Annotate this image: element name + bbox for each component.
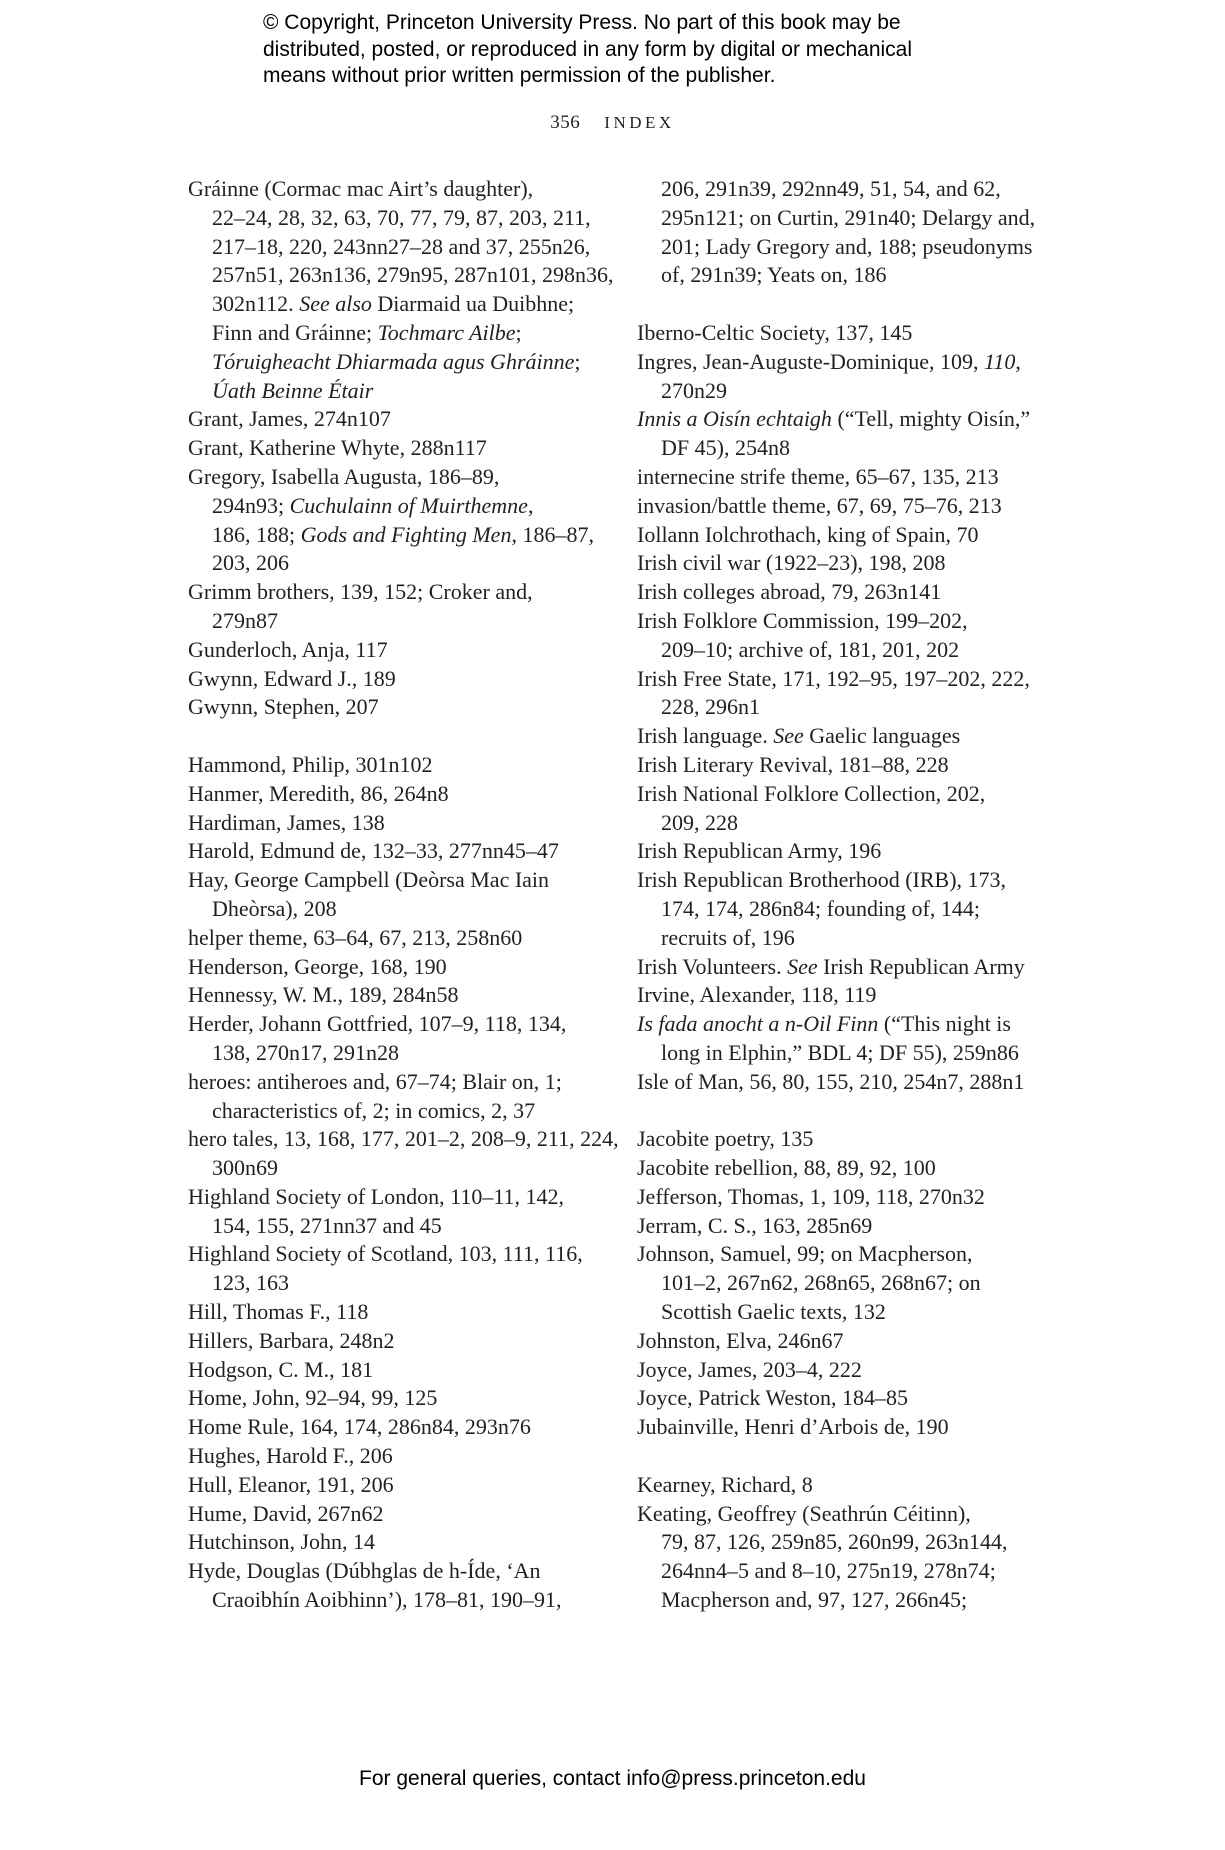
index-entry [637, 405, 1067, 463]
index-entry-line: Jerram, C. S., 163, 285n69 [637, 1212, 873, 1238]
index-entry [188, 175, 614, 405]
index-entry [637, 1500, 1067, 1615]
index-entry-line: Jefferson, Thomas, 1, 109, 118, 270n32 [637, 1183, 985, 1209]
index-entry-line: invasion/battle theme, 67, 69, 75–76, 213 [637, 492, 1002, 518]
index-entry [637, 578, 1067, 607]
index-entry-line: Irish language. See Gaelic languages [637, 723, 961, 749]
index-entry-line: 295n121; on Curtin, 291n40; Delargy and, [661, 204, 1036, 230]
index-entry [188, 1183, 608, 1241]
index-entry-line: Hutchinson, John, 14 [188, 1529, 375, 1555]
index-entry-line: 228, 296n1 [661, 694, 760, 720]
index-entry [637, 1183, 1067, 1212]
index-entry-line: long in Elphin,” BDL 4; DF 55), 259n86 [661, 1039, 1019, 1065]
index-entry-line: 186, 188; Gods and Fighting Men, 186–87, [212, 521, 594, 547]
index-entry-line: Jacobite poetry, 135 [637, 1126, 814, 1152]
index-entry-line: Is fada anocht a n-Oil Finn (“This night is [637, 1011, 1011, 1037]
running-head [0, 112, 1225, 134]
index-entry-line: Highland Society of London, 110–11, 142, [188, 1183, 564, 1209]
index-entry [188, 1010, 608, 1068]
index-entry [188, 1384, 608, 1413]
index-entry-line: Joyce, Patrick Weston, 184–85 [637, 1385, 908, 1411]
index-entry [188, 1240, 608, 1298]
index-entry-line: Craoibhín Aoibhinn’), 178–81, 190–91, [212, 1587, 562, 1613]
index-entry [637, 1125, 1067, 1154]
index-entry [188, 809, 608, 838]
index-entry [188, 1125, 619, 1183]
index-entry-line: 217–18, 220, 243nn27–28 and 37, 255n26, [212, 233, 591, 259]
index-entry-line: Joyce, James, 203–4, 222 [637, 1356, 862, 1382]
index-entry-line: Home, John, 92–94, 99, 125 [188, 1385, 438, 1411]
index-entry-line: Dheòrsa), 208 [212, 895, 337, 921]
letter-group-gap [637, 1442, 1067, 1471]
index-entry-continued [637, 175, 1067, 290]
index-entry-line: Gwynn, Edward J., 189 [188, 665, 396, 691]
index-entry [188, 405, 608, 434]
index-column-left [188, 175, 619, 1615]
index-entry-line: 209–10; archive of, 181, 201, 202 [661, 636, 960, 662]
index-entry [637, 780, 1067, 838]
index-entry-line: 270n29 [661, 377, 727, 403]
index-entry [188, 751, 608, 780]
index-entry-line: Innis a Oisín echtaigh (“Tell, mighty Oisín,” [637, 406, 1031, 432]
index-entry [188, 924, 608, 953]
index-entry [637, 751, 1067, 780]
footer-contact: For general queries, contact info@press.princeton.edu [359, 1767, 866, 1790]
index-entry-line: 123, 163 [212, 1270, 289, 1296]
index-entry-line: Irvine, Alexander, 118, 119 [637, 982, 877, 1008]
index-entry [637, 521, 1067, 550]
letter-group-gap [188, 722, 608, 751]
index-entry-line: recruits of, 196 [661, 924, 795, 950]
index-entry-line: Gregory, Isabella Augusta, 186–89, [188, 463, 500, 489]
index-entry [188, 1356, 608, 1385]
index-entry-line: Gwynn, Stephen, 207 [188, 694, 379, 720]
index-entry-line: 101–2, 267n62, 268n65, 268n67; on [661, 1270, 981, 1296]
index-entry-line: helper theme, 63–64, 67, 213, 258n60 [188, 924, 523, 950]
index-entry-line: Hume, David, 267n62 [188, 1500, 384, 1526]
index-entry-line: Irish Free State, 171, 192–95, 197–202, 222, [637, 665, 1030, 691]
index-entry-line: Henderson, George, 168, 190 [188, 953, 447, 979]
index-entry [637, 1356, 1067, 1385]
index-entry [637, 722, 1067, 751]
letter-group-gap [637, 290, 1067, 319]
index-entry-line: Keating, Geoffrey (Seathrún Céitinn), [637, 1500, 971, 1526]
index-entry-line: Hanmer, Meredith, 86, 264n8 [188, 780, 449, 806]
index-entry [637, 348, 1067, 406]
index-entry-line: Irish civil war (1922–23), 198, 208 [637, 550, 946, 576]
index-entry [637, 492, 1067, 521]
index-entry-line: Hammond, Philip, 301n102 [188, 751, 433, 777]
index-entry-line: 201; Lady Gregory and, 188; pseudonyms [661, 233, 1033, 259]
index-entry-line: 294n93; Cuchulainn of Muirthemne, [212, 492, 534, 518]
index-entry-line: hero tales, 13, 168, 177, 201–2, 208–9, 211, 224, [188, 1126, 619, 1152]
index-entry-line: 203, 206 [212, 550, 289, 576]
index-entry-line: DF 45), 254n8 [661, 435, 790, 461]
index-entry-line: Herder, Johann Gottfried, 107–9, 118, 134, [188, 1011, 567, 1037]
index-entry [188, 866, 608, 924]
index-entry [188, 1298, 608, 1327]
index-entry [188, 636, 608, 665]
index-entry-line: 279n87 [212, 607, 278, 633]
index-entry-line: Irish National Folklore Collection, 202, [637, 780, 986, 806]
index-entry-line: Scottish Gaelic texts, 132 [661, 1299, 886, 1325]
index-entry-line: Highland Society of Scotland, 103, 111, 116, [188, 1241, 583, 1267]
index-entry-line: Kearney, Richard, 8 [637, 1471, 813, 1497]
index-entry [637, 837, 1067, 866]
index-entry [188, 981, 608, 1010]
index-entry [188, 1413, 608, 1442]
index-entry [188, 693, 608, 722]
index-entry-line: Gunderloch, Anja, 117 [188, 636, 388, 662]
index-entry [637, 953, 1067, 982]
index-entry [637, 1384, 1067, 1413]
index-entry [637, 1154, 1067, 1183]
index-entry-line: Úath Beinne Étair [212, 377, 374, 403]
index-entry-line: characteristics of, 2; in comics, 2, 37 [212, 1097, 536, 1123]
index-entry-line: Irish Literary Revival, 181–88, 228 [637, 751, 949, 777]
index-entry-line: Hennessy, W. M., 189, 284n58 [188, 982, 459, 1008]
index-entry-line: Hughes, Harold F., 206 [188, 1443, 393, 1469]
index-entry-line: Grant, James, 274n107 [188, 406, 391, 432]
index-entry [637, 1327, 1067, 1356]
index-entry [637, 463, 1067, 492]
index-entry-line: Irish Volunteers. See Irish Republican Army [637, 953, 1025, 979]
copyright-line: © Copyright, Princeton University Press. No part of this book may be [263, 11, 901, 34]
index-entry-line: Irish Folklore Commission, 199–202, [637, 607, 968, 633]
index-entry-line: 138, 270n17, 291n28 [212, 1039, 399, 1065]
index-entry [188, 780, 608, 809]
index-column-right [637, 175, 1067, 1615]
index-entry-line: Macpherson and, 97, 127, 266n45; [661, 1587, 968, 1613]
section-title: INDEX [604, 113, 675, 132]
index-entry [637, 549, 1067, 578]
index-entry-line: 79, 87, 126, 259n85, 260n99, 263n144, [661, 1529, 1008, 1555]
page-number: 356 [550, 112, 581, 133]
copyright-line: distributed, posted, or reproduced in any form by digital or mechanical [263, 37, 913, 61]
index-entry [637, 981, 1067, 1010]
index-entry-line: Grant, Katherine Whyte, 288n117 [188, 435, 487, 461]
index-entry-line: Harold, Edmund de, 132–33, 277nn45–47 [188, 838, 559, 864]
index-entry-line: 300n69 [212, 1155, 278, 1181]
index-entry [188, 434, 608, 463]
index-entry [637, 1010, 1067, 1068]
index-entry [188, 1500, 608, 1529]
letter-group-gap [637, 1097, 1067, 1126]
index-entry-line: Hill, Thomas F., 118 [188, 1299, 369, 1325]
index-entry-line: 302n112. See also Diarmaid ua Duibhne; [212, 291, 575, 317]
index-entry [188, 578, 608, 636]
index-entry [637, 319, 1067, 348]
index-entry [188, 1528, 608, 1557]
index-entry [637, 866, 1067, 952]
index-entry [637, 1212, 1067, 1241]
index-entry [637, 665, 1067, 723]
index-entry-line: Hodgson, C. M., 181 [188, 1356, 374, 1382]
copyright-notice [263, 10, 1023, 90]
index-entry-line: Hull, Eleanor, 191, 206 [188, 1471, 394, 1497]
index-entry-line: Irish Republican Army, 196 [637, 838, 882, 864]
index-entry [637, 607, 1067, 665]
index-entry [188, 1442, 608, 1471]
index-entry [188, 1068, 608, 1126]
index-entry-line: Isle of Man, 56, 80, 155, 210, 254n7, 288n1 [637, 1068, 1025, 1094]
index-entry-line: Jacobite rebellion, 88, 89, 92, 100 [637, 1155, 936, 1181]
index-entry [188, 1557, 608, 1615]
index-entry-line: Hardiman, James, 138 [188, 809, 385, 835]
index-entry-line: Tóruigheacht Dhiarmada agus Ghráinne; [212, 348, 581, 374]
index-entry [188, 953, 608, 982]
index-entry-line: Home Rule, 164, 174, 286n84, 293n76 [188, 1414, 531, 1440]
index-entry [637, 1068, 1067, 1097]
index-entry-line: of, 291n39; Yeats on, 186 [661, 262, 887, 288]
index-entry-line: 154, 155, 271nn37 and 45 [212, 1212, 442, 1238]
index-entry-line: Iollann Iolchrothach, king of Spain, 70 [637, 521, 979, 547]
index-entry [188, 837, 608, 866]
index-entry-line: 209, 228 [661, 809, 738, 835]
index-entry-line: Jubainville, Henri d’Arbois de, 190 [637, 1414, 949, 1440]
index-entry-line: Irish colleges abroad, 79, 263n141 [637, 579, 942, 605]
index-entry [188, 1471, 608, 1500]
index-entry-line: Hillers, Barbara, 248n2 [188, 1327, 395, 1353]
index-entry-line: Hyde, Douglas (Dúbhglas de h-Íde, ‘An [188, 1558, 541, 1584]
index-entry-line: heroes: antiheroes and, 67–74; Blair on, 1; [188, 1068, 562, 1094]
index-entry-line: Ingres, Jean-Auguste-Dominique, 109, 110, [637, 348, 1021, 374]
index-entry-line: 257n51, 263n136, 279n95, 287n101, 298n36, [212, 262, 614, 288]
copyright-line: means without prior written permission of the publisher. [263, 64, 776, 87]
index-entry [188, 1327, 608, 1356]
index-entry-line: 206, 291n39, 292nn49, 51, 54, and 62, [661, 176, 1001, 201]
index-entry-line: Johnston, Elva, 246n67 [637, 1327, 844, 1353]
index-entry-line: 264nn4–5 and 8–10, 275n19, 278n74; [661, 1558, 996, 1584]
index-entry-line: Grimm brothers, 139, 152; Croker and, [188, 579, 533, 605]
index-entry-line: Irish Republican Brotherhood (IRB), 173, [637, 867, 1007, 893]
index-entry-line: 22–24, 28, 32, 63, 70, 77, 79, 87, 203, 211, [212, 204, 591, 230]
index-entry-line: Finn and Gráinne; Tochmarc Ailbe; [212, 319, 522, 345]
index-entry-line: Gráinne (Cormac mac Airt’s daughter), [188, 176, 534, 201]
index-entry [188, 463, 608, 578]
index-entry [637, 1240, 1067, 1326]
index-entry [188, 665, 608, 694]
index-entry-line: Iberno-Celtic Society, 137, 145 [637, 319, 913, 345]
index-entry-line: Johnson, Samuel, 99; on Macpherson, [637, 1241, 973, 1267]
index-entry-line: 174, 174, 286n84; founding of, 144; [661, 895, 980, 921]
index-entry-line: Hay, George Campbell (Deòrsa Mac Iain [188, 867, 550, 893]
index-entry [637, 1413, 1067, 1442]
index-entry-line: internecine strife theme, 65–67, 135, 213 [637, 463, 999, 489]
index-entry [637, 1471, 1067, 1500]
